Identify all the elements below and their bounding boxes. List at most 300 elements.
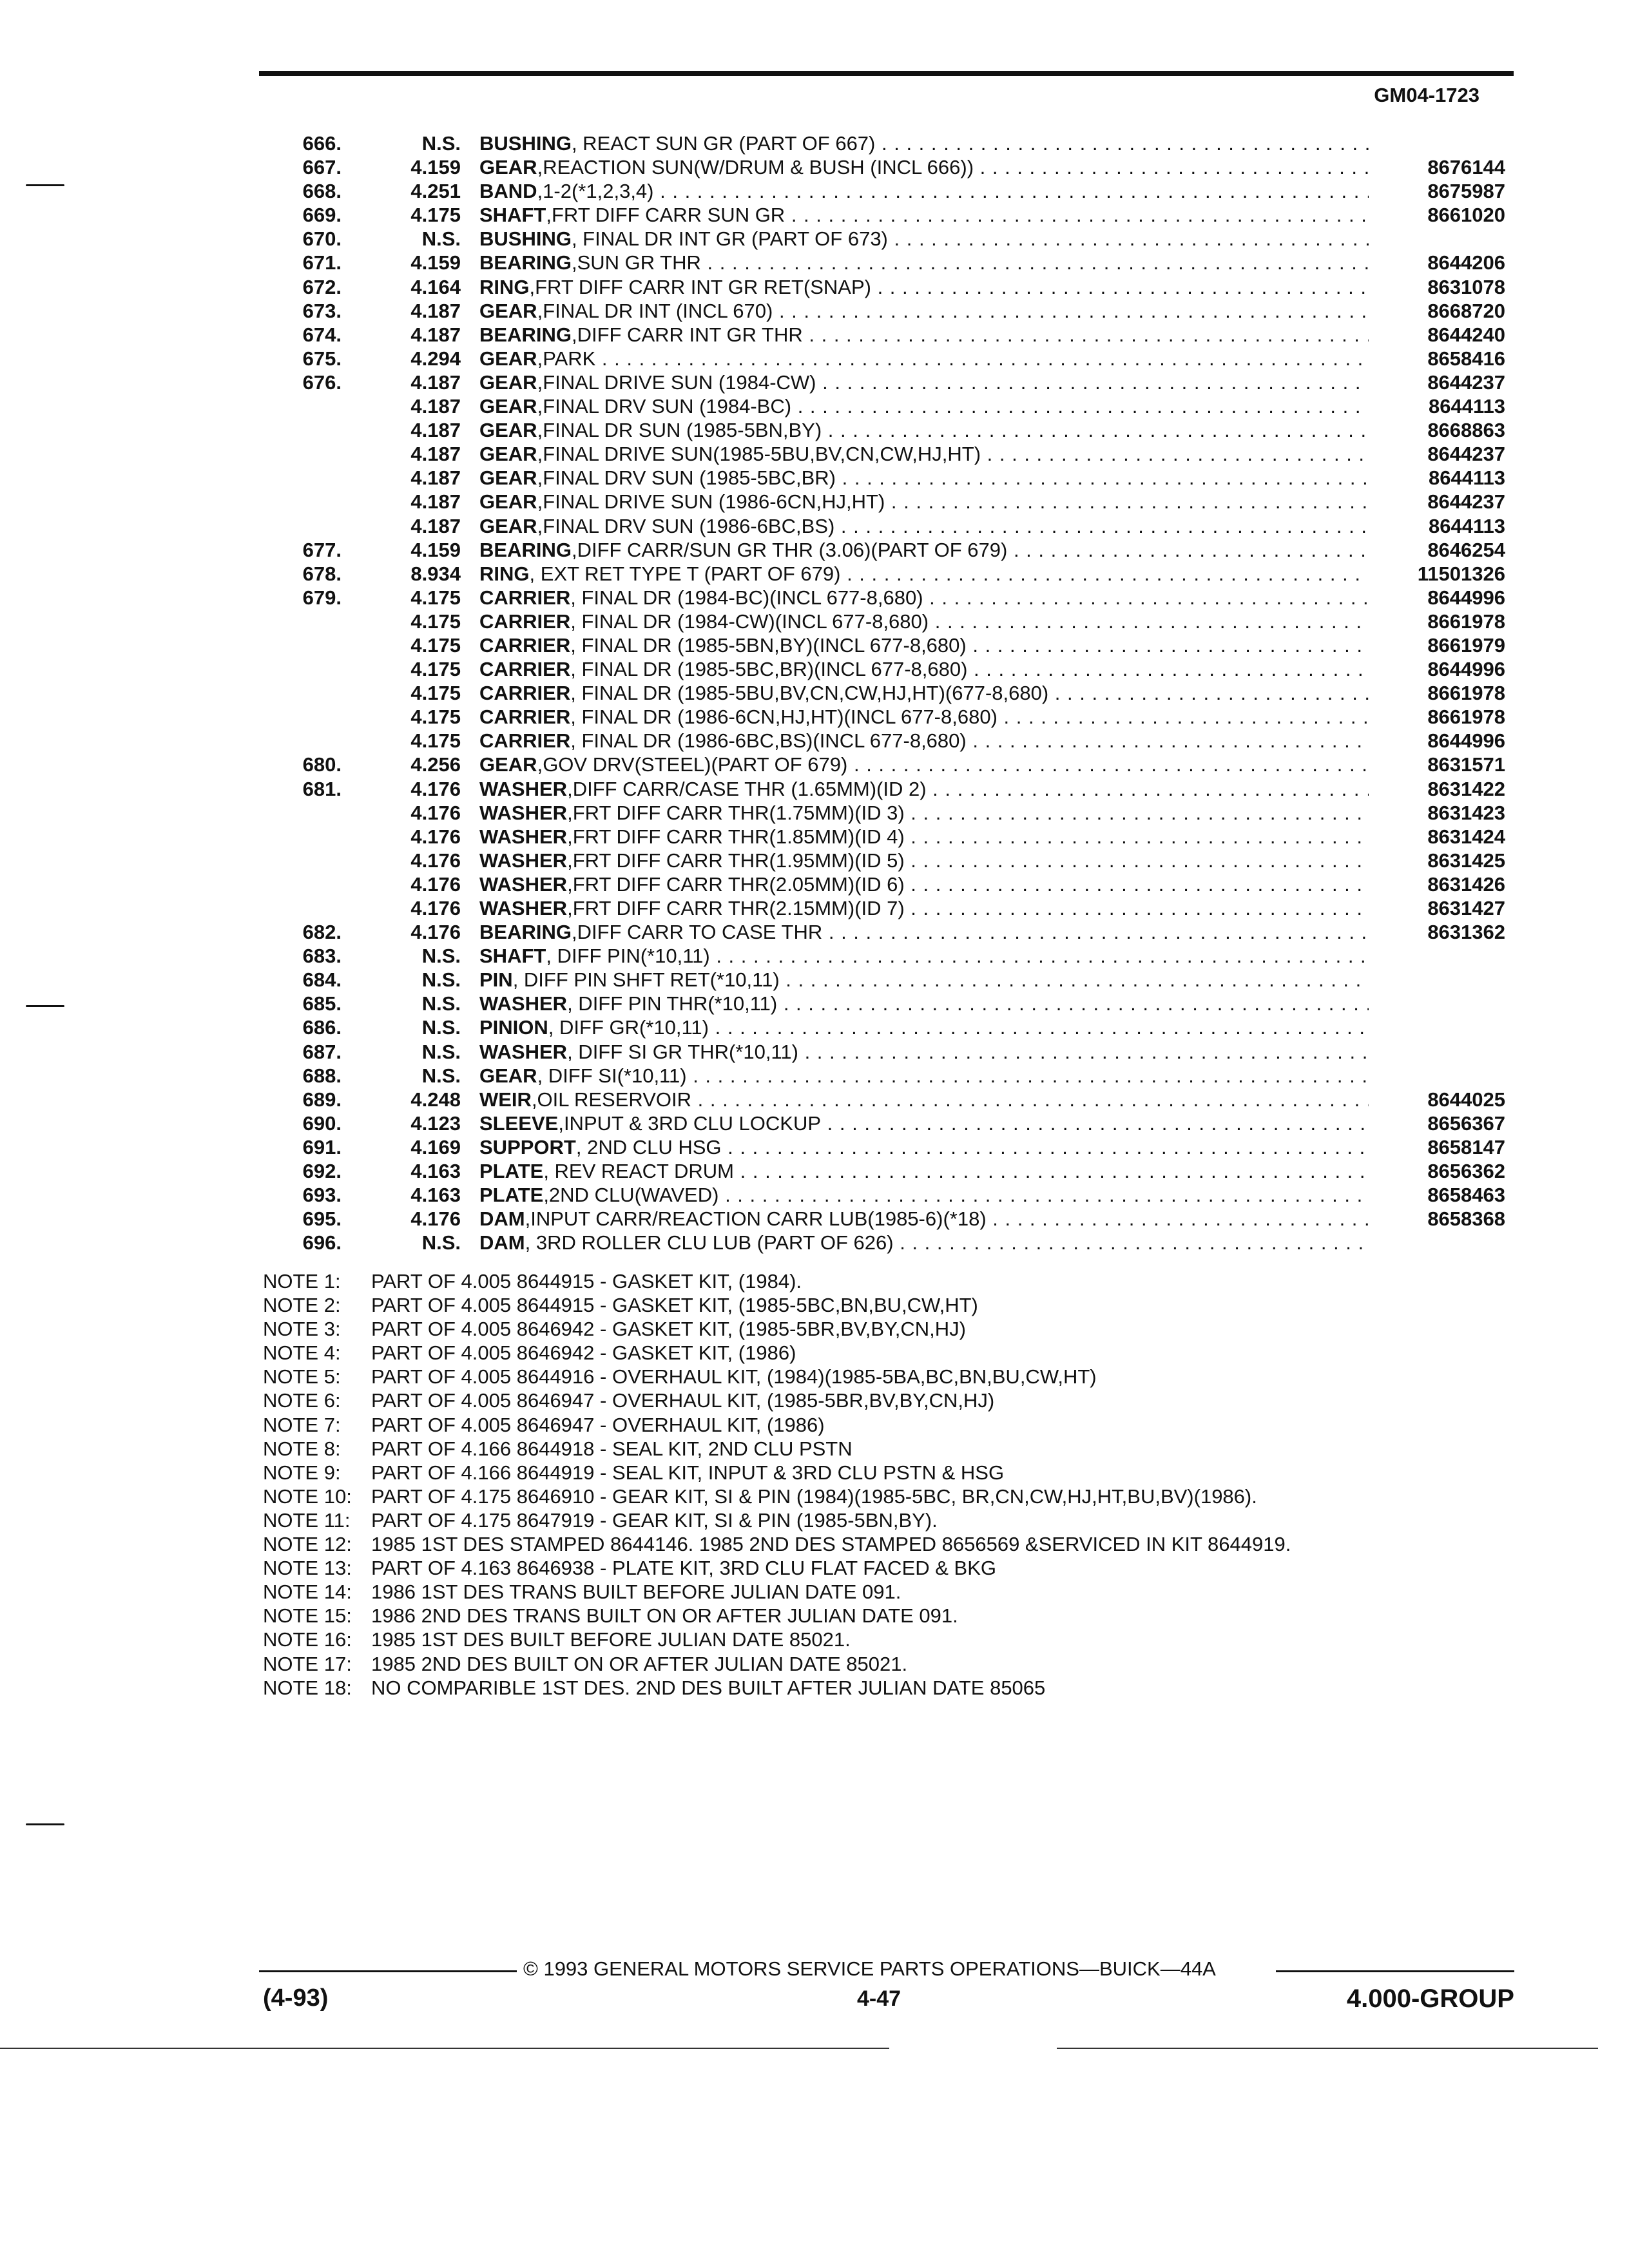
part-detail: , DIFF PIN(*10,11) xyxy=(546,945,710,968)
note-row xyxy=(263,1317,1552,1341)
part-description xyxy=(479,323,1369,347)
part-name: WASHER xyxy=(479,825,568,848)
part-description xyxy=(479,490,1369,514)
part-description xyxy=(479,394,1369,418)
part-number: 8644996 xyxy=(1427,658,1505,681)
item-number: 666. xyxy=(302,132,342,155)
part-detail: ,FINAL DR SUN (1985-5BN,BY) xyxy=(537,419,822,442)
part-number: 8631362 xyxy=(1427,921,1505,944)
part-row xyxy=(0,944,1629,968)
item-number: 684. xyxy=(302,968,342,992)
group-number: 4.175 xyxy=(410,658,461,681)
part-name: CARRIER xyxy=(479,658,571,681)
part-detail: , 3RD ROLLER CLU LUB (PART OF 626) xyxy=(525,1231,894,1254)
note-label: NOTE 14: xyxy=(263,1581,352,1604)
part-name: CARRIER xyxy=(479,706,571,729)
note-label: NOTE 11: xyxy=(263,1508,351,1532)
part-detail: , EXT RET TYPE T (PART OF 679) xyxy=(529,562,841,585)
note-row xyxy=(263,1413,1552,1437)
note-text: PART OF 4.166 8644919 - SEAL KIT, INPUT & 3RD CLU PSTN & HSG xyxy=(371,1461,1005,1484)
part-name: PLATE xyxy=(479,1184,544,1207)
part-name: GEAR xyxy=(479,466,537,490)
part-number: 8644113 xyxy=(1429,395,1505,418)
part-detail: ,PARK xyxy=(537,347,596,370)
item-number: 689. xyxy=(302,1088,342,1111)
part-number: 8658368 xyxy=(1427,1207,1505,1231)
part-row xyxy=(0,1135,1629,1159)
part-detail: ,FINAL DRIVE SUN (1986-6CN,HJ,HT) xyxy=(537,490,885,514)
part-name: BUSHING xyxy=(479,227,572,251)
part-name: GEAR xyxy=(479,443,537,466)
item-number: 674. xyxy=(302,323,342,346)
group-number: 4.187 xyxy=(410,466,461,490)
note-text: 1986 1ST DES TRANS BUILT BEFORE JULIAN DATE 091. xyxy=(371,1581,901,1604)
part-number: 8661978 xyxy=(1427,706,1505,729)
group-number: 4.159 xyxy=(410,251,461,274)
group-number: 4.256 xyxy=(410,753,461,776)
part-detail: , DIFF SI GR THR(*10,11) xyxy=(567,1040,798,1063)
part-name: CARRIER xyxy=(479,682,571,705)
part-detail: , DIFF SI(*10,11) xyxy=(537,1064,687,1087)
note-text: 1986 2ND DES TRANS BUILT ON OR AFTER JULIAN DATE 091. xyxy=(371,1604,958,1628)
note-label: NOTE 1: xyxy=(263,1270,341,1293)
part-row xyxy=(0,872,1629,896)
part-row xyxy=(0,203,1629,227)
part-detail: ,FRT DIFF CARR SUN GR xyxy=(546,204,786,227)
part-name: CARRIER xyxy=(479,610,571,633)
group-number: N.S. xyxy=(421,1040,461,1063)
part-row xyxy=(0,299,1629,323)
group-number: N.S. xyxy=(421,132,461,155)
group-number: 4.187 xyxy=(410,370,461,394)
part-row xyxy=(0,729,1629,753)
part-number: 8644025 xyxy=(1427,1088,1505,1111)
part-description xyxy=(479,944,1369,968)
part-description xyxy=(479,370,1369,394)
note-label: NOTE 10: xyxy=(263,1485,352,1508)
part-description xyxy=(479,442,1369,466)
group-number: 4.175 xyxy=(410,586,461,609)
part-description xyxy=(479,275,1369,299)
part-description xyxy=(479,538,1369,562)
note-row xyxy=(263,1341,1552,1365)
note-row xyxy=(263,1676,1552,1700)
note-row xyxy=(263,1580,1552,1604)
group-number: 4.163 xyxy=(410,1160,461,1183)
part-name: WASHER xyxy=(479,992,568,1015)
part-name: RING xyxy=(479,275,530,298)
part-description xyxy=(479,657,1369,681)
part-name: SLEEVE xyxy=(479,1111,559,1135)
item-number: 683. xyxy=(302,945,342,968)
part-number: 8668720 xyxy=(1427,299,1505,322)
item-number: 686. xyxy=(302,1016,342,1039)
note-label: NOTE 17: xyxy=(263,1652,352,1675)
group-number: 4.187 xyxy=(410,299,461,322)
part-row xyxy=(0,562,1629,586)
item-number: 670. xyxy=(302,227,342,251)
part-name: BEARING xyxy=(479,921,572,944)
note-text: PART OF 4.005 8644916 - OVERHAUL KIT, (1984)(1985-5BA,BC,BN,BU,CW,HT) xyxy=(371,1365,1097,1389)
part-detail: ,DIFF CARR/CASE THR (1.65MM)(ID 2) xyxy=(567,777,927,800)
part-row xyxy=(0,1231,1629,1254)
revision-date: (4-93) xyxy=(263,1984,329,2012)
part-description xyxy=(479,1040,1369,1064)
part-detail: , DIFF PIN THR(*10,11) xyxy=(567,992,778,1015)
part-detail: ,2ND CLU(WAVED) xyxy=(543,1184,719,1207)
group-number: 4.187 xyxy=(410,443,461,466)
part-row xyxy=(0,418,1629,442)
note-text: PART OF 4.005 8646947 - OVERHAUL KIT, (1985-5BR,BV,BY,CN,HJ) xyxy=(371,1389,995,1412)
part-row xyxy=(0,1183,1629,1207)
part-detail: , REV REACT DRUM xyxy=(543,1160,734,1183)
note-text: PART OF 4.175 8647919 - GEAR KIT, SI & PIN (1985-5BN,BY). xyxy=(371,1508,938,1532)
part-row xyxy=(0,1064,1629,1088)
part-name: DAM xyxy=(479,1231,525,1254)
part-detail: ,FRT DIFF CARR THR(1.95MM)(ID 5) xyxy=(567,849,905,872)
part-detail: ,OIL RESERVOIR xyxy=(531,1088,692,1111)
part-number: 8644237 xyxy=(1427,490,1505,514)
part-number: 8661020 xyxy=(1427,204,1505,227)
part-description xyxy=(479,514,1369,538)
part-description xyxy=(479,681,1369,705)
binder-hole-mark xyxy=(26,1823,64,1825)
part-number: 8656362 xyxy=(1427,1160,1505,1183)
group-number: N.S. xyxy=(421,227,461,251)
group-number: 4.176 xyxy=(410,897,461,919)
header-rule xyxy=(259,71,1514,76)
item-number: 681. xyxy=(302,777,342,800)
group-number: 4.175 xyxy=(410,633,461,657)
note-text: 1985 1ST DES STAMPED 8644146. 1985 2ND DES STAMPED 8656569 &SERVICED IN KIT 8644919. xyxy=(371,1533,1291,1556)
group-number: N.S. xyxy=(421,1231,461,1254)
note-label: NOTE 5: xyxy=(263,1365,341,1389)
part-number: 8668863 xyxy=(1427,419,1505,442)
part-number: 8661979 xyxy=(1427,633,1505,657)
part-description xyxy=(479,299,1369,323)
part-number: 8631427 xyxy=(1427,897,1505,919)
item-number: 677. xyxy=(302,538,342,561)
part-detail: ,GOV DRV(STEEL)(PART OF 679) xyxy=(537,753,848,776)
part-description xyxy=(479,1064,1369,1088)
part-name: GEAR xyxy=(479,490,537,514)
part-name: GEAR xyxy=(479,395,537,418)
part-description xyxy=(479,1231,1369,1254)
part-description xyxy=(479,610,1369,633)
part-number: 8644237 xyxy=(1427,443,1505,466)
part-row xyxy=(0,1015,1629,1039)
part-name: BEARING xyxy=(479,251,572,274)
binder-hole-mark xyxy=(26,1005,64,1007)
part-row xyxy=(0,490,1629,514)
part-description xyxy=(479,131,1369,155)
page-number: 4-47 xyxy=(857,1986,901,2011)
part-description xyxy=(479,801,1369,825)
part-row xyxy=(0,610,1629,633)
note-row xyxy=(263,1365,1552,1389)
part-row xyxy=(0,920,1629,944)
group-number: 4.294 xyxy=(410,347,461,370)
note-label: NOTE 3: xyxy=(263,1318,341,1341)
group-number: 4.163 xyxy=(410,1184,461,1207)
group-number: 4.187 xyxy=(410,419,461,442)
footer-rule-right xyxy=(1276,1970,1514,1972)
note-row xyxy=(263,1532,1552,1556)
part-name: PINION xyxy=(479,1016,548,1039)
part-detail: ,FRT DIFF CARR THR(2.15MM)(ID 7) xyxy=(567,897,905,919)
part-number: 8646254 xyxy=(1427,538,1505,561)
item-number: 682. xyxy=(302,921,342,944)
note-label: NOTE 13: xyxy=(263,1557,352,1580)
part-detail: ,SUN GR THR xyxy=(571,251,701,274)
part-number: 8644206 xyxy=(1427,251,1505,274)
part-detail: ,DIFF CARR/SUN GR THR (3.06)(PART OF 679) xyxy=(571,538,1008,561)
note-label: NOTE 16: xyxy=(263,1628,352,1651)
note-row xyxy=(263,1556,1552,1580)
item-number: 691. xyxy=(302,1135,342,1158)
part-description xyxy=(479,1135,1369,1159)
part-description xyxy=(479,1159,1369,1183)
part-detail: ,FRT DIFF CARR THR(1.75MM)(ID 3) xyxy=(567,801,905,824)
part-detail: ,FRT DIFF CARR THR(2.05MM)(ID 6) xyxy=(567,872,905,896)
group-number: 4.187 xyxy=(410,514,461,537)
part-name: CARRIER xyxy=(479,586,571,609)
group-number: 4.176 xyxy=(410,849,461,872)
part-detail: , FINAL DR INT GR (PART OF 673) xyxy=(571,227,888,251)
part-name: GEAR xyxy=(479,299,537,322)
part-row xyxy=(0,801,1629,825)
part-row xyxy=(0,227,1629,251)
part-detail: ,FINAL DRV SUN (1985-5BC,BR) xyxy=(537,466,836,490)
group-number: N.S. xyxy=(421,968,461,992)
part-name: PLATE xyxy=(479,1160,544,1183)
group-number: 4.187 xyxy=(410,395,461,418)
part-row xyxy=(0,155,1629,179)
part-description xyxy=(479,968,1369,992)
part-name: BEARING xyxy=(479,538,572,561)
part-description xyxy=(479,1088,1369,1111)
part-row xyxy=(0,1111,1629,1135)
part-row xyxy=(0,705,1629,729)
note-text: 1985 1ST DES BUILT BEFORE JULIAN DATE 85021. xyxy=(371,1628,851,1651)
group-number: 4.176 xyxy=(410,825,461,848)
item-number: 690. xyxy=(302,1111,342,1135)
notes-list xyxy=(263,1269,1552,1700)
item-number: 668. xyxy=(302,180,342,203)
item-number: 693. xyxy=(302,1184,342,1207)
group-number: 4.169 xyxy=(410,1135,461,1158)
part-number: 8631078 xyxy=(1427,275,1505,298)
part-detail: , FINAL DR (1985-5BC,BR)(INCL 677-8,680) xyxy=(570,658,968,681)
part-description xyxy=(479,227,1369,251)
part-description xyxy=(479,705,1369,729)
part-row xyxy=(0,538,1629,562)
note-row xyxy=(263,1604,1552,1628)
part-name: RING xyxy=(479,562,530,585)
part-detail: , FINAL DR (1984-BC)(INCL 677-8,680) xyxy=(570,586,923,609)
part-row xyxy=(0,442,1629,466)
part-number: 8658463 xyxy=(1427,1184,1505,1207)
part-row xyxy=(0,131,1629,155)
part-name: CARRIER xyxy=(479,729,571,753)
part-description xyxy=(479,562,1369,586)
part-detail: ,INPUT CARR/REACTION CARR LUB(1985-6)(*18) xyxy=(525,1207,987,1231)
part-detail: ,1-2(*1,2,3,4) xyxy=(537,180,654,203)
item-number: 669. xyxy=(302,204,342,227)
part-description xyxy=(479,777,1369,801)
part-detail: ,DIFF CARR TO CASE THR xyxy=(571,921,823,944)
part-description xyxy=(479,1207,1369,1231)
part-description xyxy=(479,203,1369,227)
part-row xyxy=(0,370,1629,394)
part-description xyxy=(479,992,1369,1015)
note-text: PART OF 4.163 8646938 - PLATE KIT, 3RD CLU FLAT FACED & BKG xyxy=(371,1557,997,1580)
item-number: 695. xyxy=(302,1207,342,1231)
part-name: GEAR xyxy=(479,514,537,537)
part-description xyxy=(479,586,1369,610)
part-number: 8661978 xyxy=(1427,682,1505,705)
part-name: WASHER xyxy=(479,849,568,872)
part-row xyxy=(0,825,1629,849)
part-description xyxy=(479,872,1369,896)
part-number: 8661978 xyxy=(1427,610,1505,633)
part-name: SHAFT xyxy=(479,204,546,227)
note-text: 1985 2ND DES BUILT ON OR AFTER JULIAN DATE 85021. xyxy=(371,1652,908,1675)
document-id: GM04-1723 xyxy=(1374,84,1480,106)
parts-list xyxy=(0,131,1629,1254)
note-label: NOTE 2: xyxy=(263,1294,341,1317)
group-id: 4.000-GROUP xyxy=(1346,1984,1514,2013)
item-number: 673. xyxy=(302,299,342,322)
part-name: WASHER xyxy=(479,897,568,919)
part-row xyxy=(0,1207,1629,1231)
part-detail: , 2ND CLU HSG xyxy=(575,1135,722,1158)
part-name: GEAR xyxy=(479,419,537,442)
part-row xyxy=(0,1159,1629,1183)
part-number: 8631425 xyxy=(1427,849,1505,872)
part-row xyxy=(0,896,1629,920)
part-description xyxy=(479,1111,1369,1135)
part-row xyxy=(0,466,1629,490)
note-label: NOTE 15: xyxy=(263,1604,352,1628)
group-number: 4.176 xyxy=(410,872,461,896)
part-detail: ,FINAL DRV SUN (1984-BC) xyxy=(537,395,792,418)
group-number: 4.175 xyxy=(410,610,461,633)
note-label: NOTE 7: xyxy=(263,1413,341,1436)
item-number: 688. xyxy=(302,1064,342,1087)
part-name: WASHER xyxy=(479,801,568,824)
group-number: 4.248 xyxy=(410,1088,461,1111)
item-number: 676. xyxy=(302,370,342,394)
item-number: 671. xyxy=(302,251,342,274)
note-row xyxy=(263,1437,1552,1461)
part-description xyxy=(479,347,1369,370)
part-name: GEAR xyxy=(479,753,537,776)
item-number: 675. xyxy=(302,347,342,370)
part-number: 8631571 xyxy=(1427,753,1505,776)
part-number: 8644240 xyxy=(1427,323,1505,346)
note-text: PART OF 4.005 8646942 - GASKET KIT, (1986) xyxy=(371,1341,796,1365)
part-detail: , FINAL DR (1985-5BU,BV,CN,CW,HJ,HT)(677-8,680) xyxy=(570,682,1049,705)
part-name: WASHER xyxy=(479,777,568,800)
note-label: NOTE 8: xyxy=(263,1437,341,1460)
part-detail: , DIFF GR(*10,11) xyxy=(548,1016,709,1039)
part-row xyxy=(0,251,1629,274)
part-name: WEIR xyxy=(479,1088,532,1111)
part-number: 8658147 xyxy=(1427,1135,1505,1158)
part-detail: ,FRT DIFF CARR THR(1.85MM)(ID 4) xyxy=(567,825,905,848)
part-name: DAM xyxy=(479,1207,525,1231)
part-name: SHAFT xyxy=(479,945,546,968)
part-row xyxy=(0,347,1629,370)
part-detail: ,FINAL DRIVE SUN (1984-CW) xyxy=(537,370,816,394)
group-number: 4.164 xyxy=(410,275,461,298)
note-row xyxy=(263,1508,1552,1532)
scan-edge-line-right xyxy=(1057,2048,1598,2049)
part-description xyxy=(479,179,1369,203)
part-description xyxy=(479,1183,1369,1207)
group-number: 8.934 xyxy=(410,562,461,585)
part-description xyxy=(479,1015,1369,1039)
part-detail: , FINAL DR (1986-6BC,BS)(INCL 677-8,680) xyxy=(570,729,967,753)
note-text: NO COMPARIBLE 1ST DES. 2ND DES BUILT AFTER JULIAN DATE 85065 xyxy=(371,1676,1046,1699)
part-name: BAND xyxy=(479,180,537,203)
part-row xyxy=(0,681,1629,705)
group-number: 4.176 xyxy=(410,777,461,800)
item-number: 685. xyxy=(302,992,342,1015)
group-number: N.S. xyxy=(421,1064,461,1087)
part-detail: ,FINAL DR INT (INCL 670) xyxy=(537,299,773,322)
part-name: SUPPORT xyxy=(479,1135,576,1158)
note-text: PART OF 4.005 8646942 - GASKET KIT, (1985-5BR,BV,BY,CN,HJ) xyxy=(371,1318,966,1341)
part-detail: ,FRT DIFF CARR INT GR RET(SNAP) xyxy=(529,275,871,298)
part-number: 8644996 xyxy=(1427,729,1505,753)
part-detail: ,DIFF CARR INT GR THR xyxy=(571,323,803,346)
part-name: GEAR xyxy=(479,370,537,394)
note-text: PART OF 4.166 8644918 - SEAL KIT, 2ND CLU PSTN xyxy=(371,1437,853,1460)
part-row xyxy=(0,323,1629,347)
part-row xyxy=(0,753,1629,776)
part-row xyxy=(0,968,1629,992)
part-name: GEAR xyxy=(479,156,537,179)
note-row xyxy=(263,1389,1552,1412)
group-number: 4.251 xyxy=(410,180,461,203)
note-label: NOTE 6: xyxy=(263,1389,341,1412)
part-number: 8644996 xyxy=(1427,586,1505,609)
part-description xyxy=(479,729,1369,753)
part-row xyxy=(0,179,1629,203)
group-number: 4.159 xyxy=(410,538,461,561)
group-number: N.S. xyxy=(421,992,461,1015)
item-number: 678. xyxy=(302,562,342,585)
item-number: 687. xyxy=(302,1040,342,1063)
part-name: BUSHING xyxy=(479,132,572,155)
part-description xyxy=(479,251,1369,274)
part-row xyxy=(0,514,1629,538)
part-description xyxy=(479,466,1369,490)
group-number: 4.123 xyxy=(410,1111,461,1135)
item-number: 679. xyxy=(302,586,342,609)
part-name: CARRIER xyxy=(479,633,571,657)
group-number: 4.175 xyxy=(410,204,461,227)
part-description xyxy=(479,155,1369,179)
note-text: PART OF 4.005 8646947 - OVERHAUL KIT, (1986) xyxy=(371,1413,825,1436)
part-number: 8631423 xyxy=(1427,801,1505,824)
item-number: 667. xyxy=(302,156,342,179)
part-description xyxy=(479,418,1369,442)
part-description xyxy=(479,849,1369,872)
note-row xyxy=(263,1652,1552,1676)
